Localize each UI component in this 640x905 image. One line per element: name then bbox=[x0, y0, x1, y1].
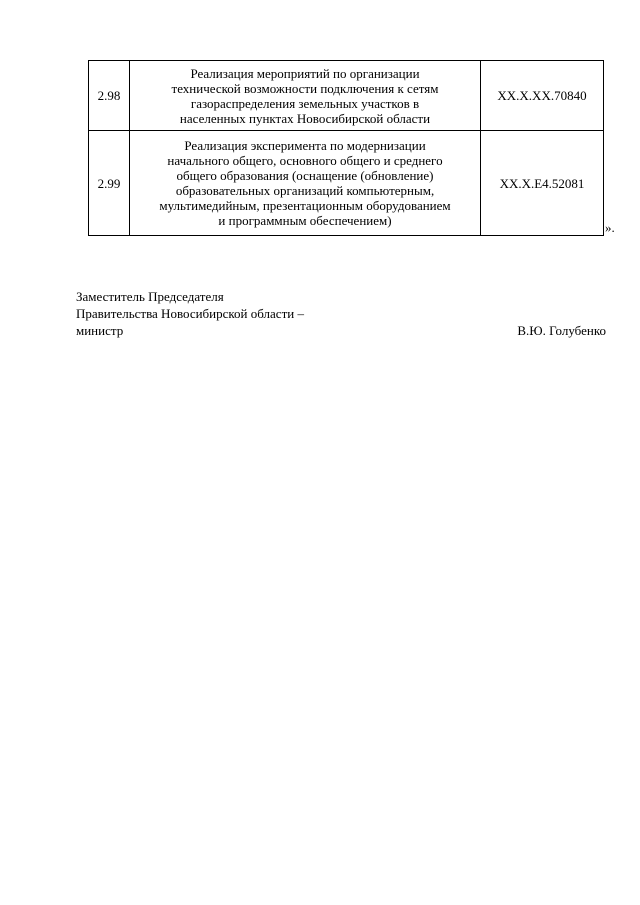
table-row bbox=[89, 131, 604, 236]
row-description-cell: Реализация эксперимента по модернизации начального общего, основного общего и среднего общего образования (оснащение (обновление) образовательных организаций компьютерным, мультимедийным, презентационным оборудованием и программным обеспечением) bbox=[130, 131, 481, 236]
signatory-position-line-1: Заместитель Председателя bbox=[76, 289, 224, 304]
signature-block bbox=[76, 288, 606, 339]
signatory-position-line-3: министр bbox=[76, 323, 124, 338]
row-number-cell: 2.98 bbox=[89, 61, 130, 131]
row-number-cell: 2.99 bbox=[89, 131, 130, 236]
signatory-final-line bbox=[76, 322, 606, 339]
row-code-cell: XX.X.XX.70840 bbox=[481, 61, 604, 131]
row-description-cell: Реализация мероприятий по организации технической возможности подключения к сетям газораспределения земельных участков в населенных пунктах Новосибирской области bbox=[130, 61, 481, 131]
table-row bbox=[89, 61, 604, 131]
budget-classification-table bbox=[88, 60, 604, 236]
signatory-position-line-2: Правительства Новосибирской области – bbox=[76, 306, 304, 321]
row-code-cell: XX.X.E4.52081 bbox=[481, 131, 604, 236]
signatory-name: В.Ю. Голубенко bbox=[517, 323, 606, 338]
closing-quote-mark: ». bbox=[605, 220, 615, 235]
